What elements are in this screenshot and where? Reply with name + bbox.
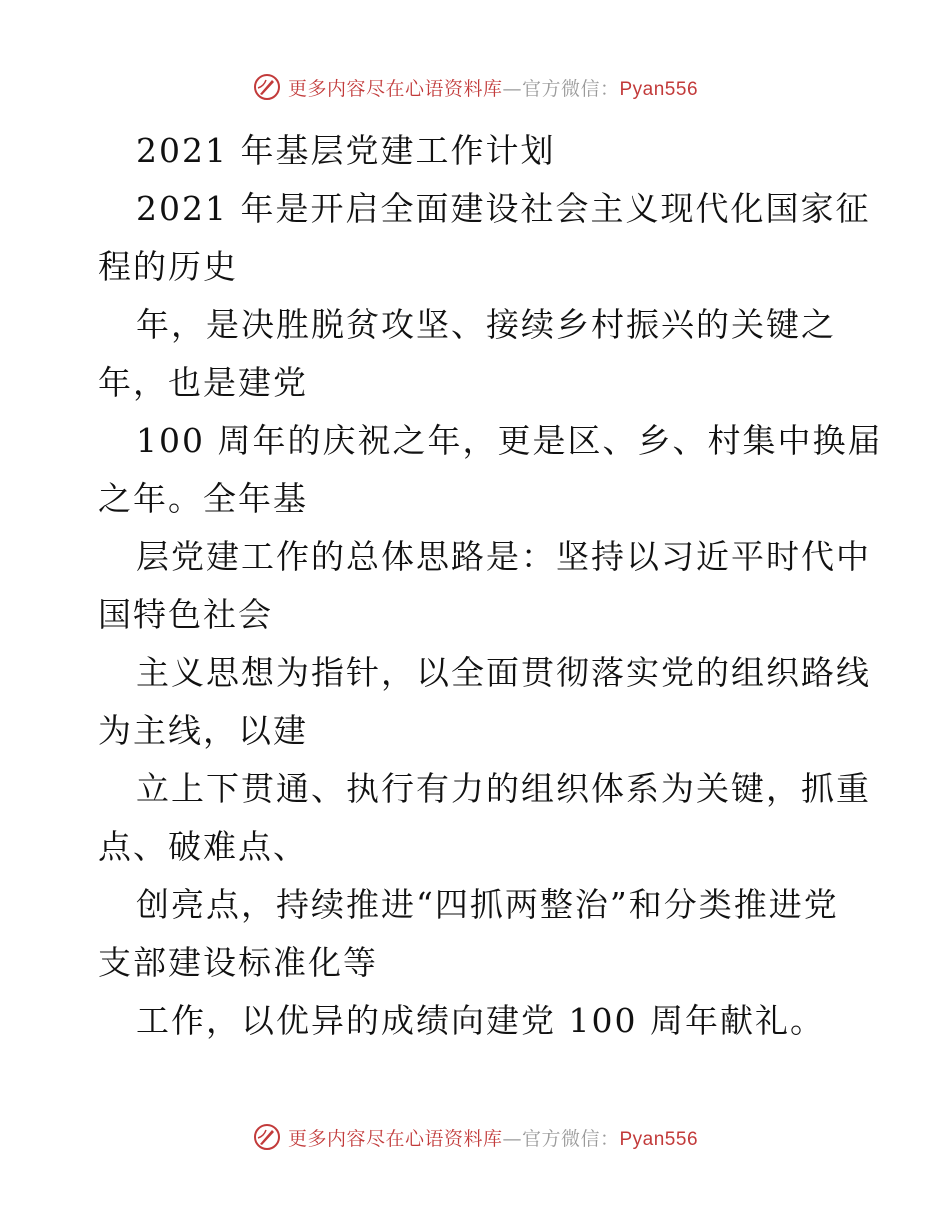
doc-line: 立上下贯通、执行有力的组织体系为关键，抓重	[136, 769, 871, 808]
doc-line: 创亮点，持续推进“四抓两整治”和分类推进党	[136, 885, 839, 924]
watermark-wechat-id: Pyan556	[619, 1128, 699, 1150]
doc-line: 国特色社会	[98, 595, 273, 634]
doc-line: 为主线，以建	[98, 711, 308, 750]
doc-line: 100 周年的庆祝之年，更是区、乡、村集中换届	[136, 421, 883, 460]
watermark-dash: —	[502, 77, 522, 100]
quill-circle-logo-icon	[252, 72, 282, 102]
doc-line: 2021 年是开启全面建设社会主义现代化国家征	[136, 189, 871, 228]
document-body	[98, 122, 883, 1050]
doc-line: 程的历史	[98, 247, 238, 286]
watermark-brand: 更多内容尽在心语资料库	[287, 77, 503, 100]
watermark-dash: —	[502, 1127, 522, 1150]
doc-title: 2021 年基层党建工作计划	[136, 131, 556, 170]
doc-line: 主义思想为指针，以全面贯彻落实党的组织路线	[136, 653, 871, 692]
watermark-text	[288, 74, 698, 101]
header-watermark	[0, 72, 950, 102]
doc-line: 层党建工作的总体思路是：坚持以习近平时代中	[136, 537, 871, 576]
doc-line: 之年。全年基	[98, 479, 308, 518]
quill-circle-logo-icon	[252, 1122, 282, 1152]
watermark-brand: 更多内容尽在心语资料库	[287, 1127, 503, 1150]
watermark-wechat-label: 官方微信：	[521, 1127, 620, 1150]
watermark-text	[288, 1124, 698, 1151]
watermark-wechat-label: 官方微信：	[521, 77, 620, 100]
doc-line: 年，也是建党	[98, 363, 308, 402]
doc-line: 年，是决胜脱贫攻坚、接续乡村振兴的关键之	[136, 305, 836, 344]
footer-watermark	[0, 1122, 950, 1152]
doc-line: 支部建设标准化等	[98, 943, 378, 982]
doc-line: 点、破难点、	[98, 827, 308, 866]
watermark-wechat-id: Pyan556	[619, 78, 699, 100]
doc-line: 工作，以优异的成绩向建党 100 周年献礼。	[136, 1001, 825, 1040]
